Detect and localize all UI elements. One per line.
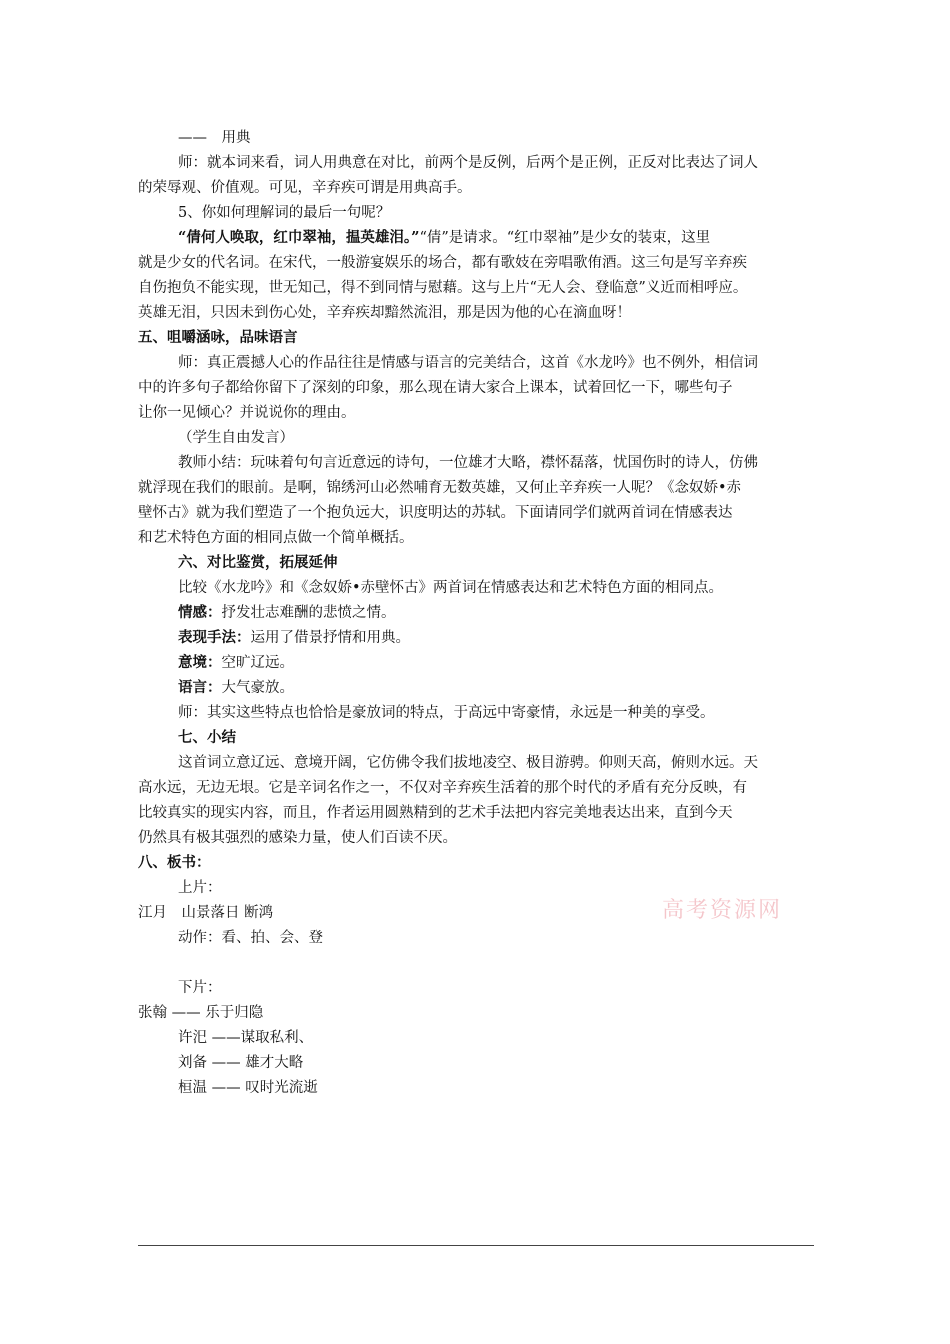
term-label: 情感： (178, 604, 222, 621)
text-line: —— 用典 (178, 130, 251, 146)
text-line (178, 628, 410, 648)
board-line: 张翰 —— 乐于归隐 (138, 1005, 264, 1021)
term-value: 抒发壮志难酬的悲愤之情。 (221, 605, 396, 621)
text-line: 就是少女的代名词。在宋代，一般游宴娱乐的场合，都有歌妓在旁唱歌侑酒。这三句是写辛弃疾 (138, 255, 747, 271)
text-line: 自伤抱负不能实现，世无知己，得不到同情与慰藉。这与上片“无人会、登临意”义近而相呼应。 (138, 280, 748, 296)
text-line: 师：真正震撼人心的作品往往是情感与语言的完美结合，这首《水龙吟》也不例外，相信词 (178, 355, 758, 371)
text-line: 中的许多句子都给你留下了深刻的印象，那么现在请大家合上课本，试着回忆一下，哪些句子 (138, 380, 733, 396)
term-label: 意境： (178, 654, 222, 671)
term-value: 运用了借景抒情和用典。 (250, 630, 410, 646)
text-line (178, 678, 294, 698)
text-line (178, 228, 710, 248)
section-heading: 七、小结 (178, 729, 236, 746)
text-line (178, 603, 396, 623)
board-line: 刘备 —— 雄才大略 (178, 1055, 304, 1071)
text-line: 比较真实的现实内容，而且，作者运用圆熟精到的艺术手法把内容完美地表达出来，直到今天 (138, 805, 733, 821)
term-value: 空旷辽远。 (221, 655, 294, 671)
board-line: 动作：看、拍、会、登 (178, 930, 323, 946)
text-line: 教师小结：玩味着句句言近意远的诗句，一位雄才大略，襟怀磊落，忧国伤时的诗人，仿佛 (178, 455, 758, 471)
watermark-logo: 高考资源网 (662, 898, 783, 923)
text-line: 比较《水龙吟》和《念奴娇•赤壁怀古》两首词在情感表达和艺术特色方面的相同点。 (178, 580, 724, 596)
text-line: 5、你如何理解词的最后一句呢？ (178, 205, 391, 221)
board-line: 许汜 ——谋取私利、 (178, 1030, 314, 1046)
term-label: 表现手法： (178, 629, 251, 646)
board-line: 江月 山景落日 断鸿 (138, 905, 274, 921)
section-heading: 五、咀嚼涵咏，品味语言 (138, 329, 298, 346)
term-value: 大气豪放。 (221, 680, 294, 696)
board-line: 下片： (178, 980, 222, 996)
text-line: 壁怀古》就为我们塑造了一个抱负远大，识度明达的苏轼。下面请同学们就两首词在情感表达 (138, 505, 733, 521)
text-line: （学生自由发言） (178, 430, 294, 446)
section-heading: 八、板书： (138, 854, 211, 871)
text-line: 英雄无泪，只因未到伤心处，辛弃疾却黯然流泪，那是因为他的心在滴血呀！ (138, 305, 631, 321)
text-line: 这首词立意辽远、意境开阔，它仿佛令我们拔地凌空、极目游骋。仰则天高，俯则水远。天 (178, 755, 758, 771)
text-line: 师：其实这些特点也恰恰是豪放词的特点，于高远中寄豪情，永远是一种美的享受。 (178, 705, 715, 721)
text-line: 就浮现在我们的眼前。是啊，锦绣河山必然哺育无数英雄，又何止辛弃疾一人呢？《念奴娇•赤 (138, 480, 742, 496)
section-heading: 六、对比鉴赏，拓展延伸 (178, 554, 338, 571)
board-line: 桓温 —— 叹时光流逝 (178, 1080, 318, 1096)
text-line (178, 653, 294, 673)
text-span: “倩”是请求。“红巾翠袖”是少女的装束，这里 (419, 230, 711, 246)
text-line: 和艺术特色方面的相同点做一个简单概括。 (138, 530, 414, 546)
text-line: 高水远，无边无垠。它是辛词名作之一，不仅对辛弃疾生活着的那个时代的矛盾有充分反映，有 (138, 780, 747, 796)
text-line: 师：就本词来看，词人用典意在对比，前两个是反例，后两个是正例，正反对比表达了词人 (178, 155, 758, 171)
text-line: 的荣辱观、价值观。可见，辛弃疾可谓是用典高手。 (138, 180, 472, 196)
quoted-verse: “倩何人唤取，红巾翠袖，揾英雄泪。” (178, 229, 420, 246)
term-label: 语言： (178, 679, 222, 696)
footer-divider (138, 1245, 814, 1246)
text-line: 让你一见倾心？并说说你的理由。 (138, 405, 356, 421)
text-line: 仍然具有极其强烈的感染力量，使人们百读不厌。 (138, 830, 457, 846)
board-line: 上片： (178, 880, 222, 896)
